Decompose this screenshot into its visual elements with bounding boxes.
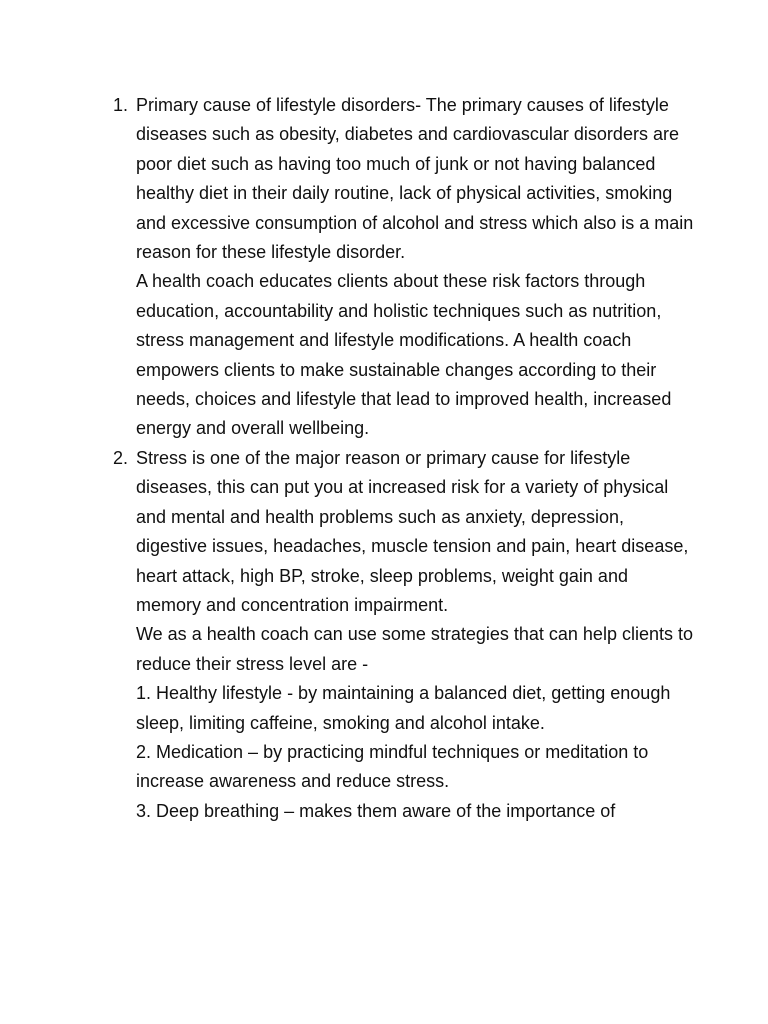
paragraph: Primary cause of lifestyle disorders- The primary causes of lifestyle diseases such as obesity, diabetes and cardiovascular disorders are poor diet such as having too much of junk or not having balanced healthy diet in their daily routine, lack of physical activities, smoking and excessive consumption of alcohol and stress which also is a main reason for these lifestyle disorder.	[136, 95, 694, 263]
paragraph: Stress is one of the major reason or primary cause for lifestyle diseases, this can put you at increased risk for a variety of physical and mental and health problems such as anxiety, depression, digestive issues, headaches, muscle tension and pain, heart disease, heart attack, high BP, stroke, sleep problems, weight gain and memory and concentration impairment.	[136, 447, 689, 615]
list-item	[113, 91, 696, 444]
list-item	[113, 444, 696, 826]
sub-point: 1. Healthy lifestyle - by maintaining a balanced diet, getting enough sleep, limiting caffeine, smoking and alcohol intake.	[136, 683, 671, 733]
paragraph: A health coach educates clients about these risk factors through education, accountability and holistic techniques such as nutrition, stress management and lifestyle modifications. A health coach empowers clients to make sustainable changes according to their needs, choices and lifestyle that lead to improved health, increased energy and overall wellbeing.	[136, 271, 672, 439]
paragraph: We as a health coach can use some strategies that can help clients to reduce their stress level are -	[136, 624, 693, 674]
numbered-list	[113, 91, 696, 826]
list-item-number: 2.	[113, 447, 129, 468]
sub-point: 3. Deep breathing – makes them aware of the importance of	[136, 800, 616, 821]
list-item-number: 1.	[113, 95, 129, 115]
sub-point: 2. Medication – by practicing mindful techniques or meditation to increase awareness and reduce stress.	[136, 741, 649, 792]
